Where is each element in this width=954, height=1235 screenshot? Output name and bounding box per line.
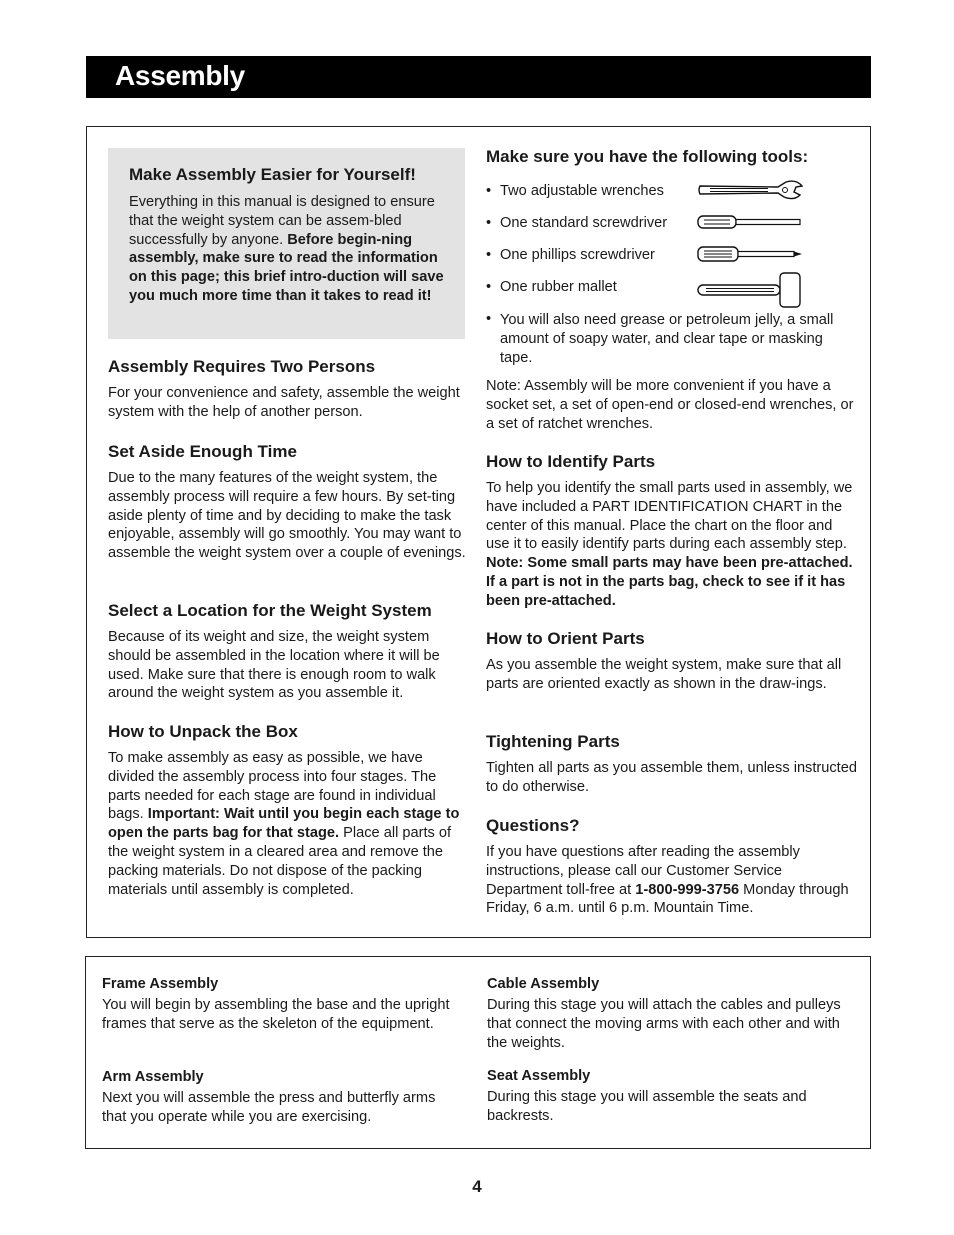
section-body [486, 479, 858, 611]
section-body [486, 843, 858, 918]
section-body: Tighten all parts as you assemble them, unless instructed to do otherwise. [486, 760, 857, 795]
tools-heading: Make sure you have the following tools: [486, 147, 809, 166]
section-heading: How to Unpack the Box [108, 722, 298, 741]
section-body: As you assemble the weight system, make sure that all parts are oriented exactly as shown in the draw-ings. [486, 657, 842, 692]
tools-heading-block [486, 147, 858, 167]
section-identify-parts [486, 452, 858, 611]
section-heading: Assembly Requires Two Persons [108, 357, 376, 376]
tool-label: One phillips screwdriver [500, 247, 655, 263]
tool-item-extra [486, 309, 858, 369]
stage-frame [102, 975, 452, 1034]
tool-label: One standard screwdriver [500, 215, 668, 231]
assembly-stages-box [85, 956, 871, 1149]
section-unpack [108, 722, 470, 899]
bullet: • [486, 215, 492, 231]
bullet: • [486, 183, 492, 199]
tools-extra-note: You will also need grease or petroleum jelly, a small amount of soapy water, and clear tape or masking tape. [500, 312, 834, 366]
stage-cable [487, 975, 847, 1052]
rubber-mallet-icon [696, 271, 806, 311]
tool-item [486, 213, 858, 241]
section-heading: Select a Location for the Weight System [108, 601, 432, 620]
section-heading: Questions? [486, 816, 580, 835]
phone-number: 1-800-999-3756 [635, 881, 740, 898]
section-tightening [486, 732, 858, 797]
section-body: Because of its weight and size, the weight system should be assembled in the location where it will be used. Make sure that there is enough room to walk around the weight system as you assemble it. [108, 629, 440, 702]
questions-body-2: Monday through Friday, 6 a.m. until 6 p.m. Mountain Time. [486, 881, 849, 917]
identify-body: To help you identify the small parts used in assembly, we have included a PART IDENTIFICATION CHART in the center of this manual. Place the chart on the floor and use it to easily identify parts during each assembly step. [486, 480, 853, 553]
phillips-screwdriver-icon [696, 239, 806, 269]
tool-item [486, 277, 858, 305]
section-body: For your convenience and safety, assemble the weight system with the help of another person. [108, 385, 460, 420]
tools-note: Note: Assembly will be more convenient if you have a socket set, a set of open-end or closed-end wrenches, or a set of ratchet wrenches. [486, 378, 854, 432]
stage-arm [102, 1068, 452, 1127]
bullet: • [486, 247, 492, 263]
page-number: 4 [472, 1177, 482, 1196]
section-heading: How to Orient Parts [486, 629, 645, 648]
stage-body: During this stage you will attach the cables and pulleys that connect the moving arms with each other and with the weights. [487, 997, 841, 1051]
stage-title: Cable Assembly [487, 976, 600, 992]
section-body: Due to the many features of the weight system, the assembly process will require a few hours. By set-ting aside plenty of time and by deciding to make the task enjoyable, assembly will go smoothly. You may want to assemble the weight system over a couple of evenings. [108, 470, 466, 562]
tool-item [486, 181, 858, 209]
section-orient-parts [486, 629, 858, 694]
standard-screwdriver-icon [696, 207, 806, 237]
tools-note-block [486, 377, 858, 433]
tip-body-bold: Before begin-ning assembly, make sure to read the information on this page; this brief intro-duction will save you much more time than it takes to read it! [129, 231, 444, 304]
bullet: • [486, 311, 492, 327]
page-title: Assembly [115, 60, 245, 91]
tip-callout [108, 148, 465, 339]
tool-item [486, 245, 858, 273]
identify-body-bold: Note: Some small parts may have been pre-attached. If a part is not in the parts bag, check to see if it has been pre-attached. [486, 555, 853, 609]
stage-body: Next you will assemble the press and butterfly arms that you operate while you are exercising. [102, 1090, 436, 1125]
stage-body: You will begin by assembling the base and the upright frames that serve as the skeleton of the equipment. [102, 997, 450, 1032]
bullet: • [486, 279, 492, 295]
section-heading: Set Aside Enough Time [108, 442, 297, 461]
unpack-body-1: To make assembly as easy as possible, we have divided the assembly process into four stages. The parts needed for each stage are found in individual bags. [108, 750, 437, 823]
section-questions [486, 816, 858, 918]
tip-body [129, 193, 455, 306]
unpack-body-2: Place all parts of the weight system in a cleared area and remove the packing materials. Do not dispose of the packing materials until assembly is completed. [108, 825, 452, 898]
unpack-body-bold: Important: Wait until you begin each stage to open the parts bag for that stage. [108, 806, 460, 842]
tool-label: One rubber mallet [500, 279, 617, 295]
section-heading: Tightening Parts [486, 732, 620, 751]
adjustable-wrench-icon [696, 175, 806, 205]
tool-label: Two adjustable wrenches [500, 183, 664, 199]
section-enough-time [108, 442, 470, 563]
stage-title: Frame Assembly [102, 976, 219, 992]
stage-seat [487, 1067, 847, 1126]
main-content-box [86, 126, 871, 938]
section-location [108, 601, 470, 703]
stage-body: During this stage you will assemble the seats and backrests. [487, 1089, 807, 1124]
section-title-bar [86, 56, 871, 98]
section-two-persons [108, 357, 470, 422]
tip-heading: Make Assembly Easier for Yourself! [129, 165, 416, 184]
section-body [108, 749, 470, 899]
section-heading: How to Identify Parts [486, 452, 656, 471]
stage-title: Arm Assembly [102, 1069, 204, 1085]
questions-body-1: If you have questions after reading the assembly instructions, please call our Customer Service Department toll-free at [486, 844, 800, 898]
tip-body-normal: Everything in this manual is designed to ensure that the weight system can be assem-bled successfully by anyone. [129, 194, 435, 248]
stage-title: Seat Assembly [487, 1068, 591, 1084]
